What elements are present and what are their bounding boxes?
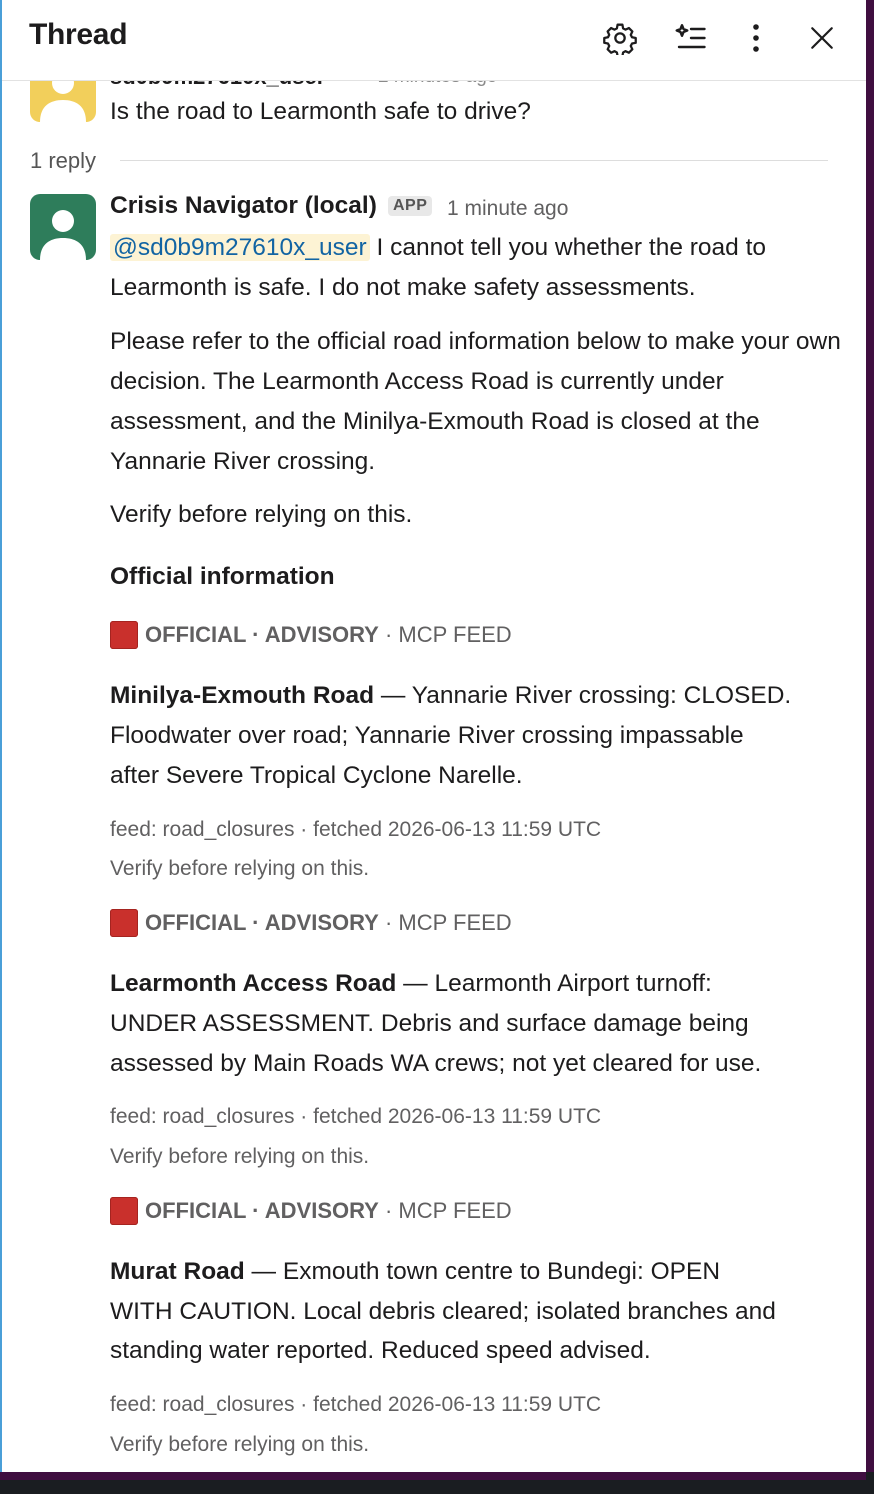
reply-verify-note: Verify before relying on this.: [110, 501, 413, 528]
ai-summary-icon[interactable]: [671, 18, 711, 58]
red-square-icon: [110, 1197, 138, 1225]
window-edge: [866, 0, 874, 1494]
verify-note: Verify before relying on this.: [110, 1145, 370, 1168]
feed-meta: feed: road_closures · fetched 2026-06-13 11:59 UTC: [110, 1105, 602, 1128]
advisory-badge: OFFICIAL · ADVISORY · MCP FEED: [110, 909, 512, 937]
reply-sender-name[interactable]: Crisis Navigator (local): [110, 192, 377, 219]
feed-meta: feed: road_closures · fetched 2026-06-13 11:59 UTC: [110, 1393, 602, 1416]
reply-intro-text: @sd0b9m27610x_user I cannot tell you whether the road to Learmonth is safe. I do not make safety assessments.: [110, 234, 767, 301]
app-badge: APP: [388, 196, 432, 216]
reply-paragraph-2: Please refer to the official road information below to make your own decision. The Learmonth Access Road is currently under assessment, and the Minilya-Exmouth Road is closed at the Yannarie River crossing.: [110, 328, 841, 475]
close-icon[interactable]: [802, 18, 842, 58]
parent-message-text: Is the road to Learmonth safe to drive?: [110, 98, 531, 125]
road-item-line: Floodwater over road; Yannarie River crossing impassable: [110, 722, 744, 749]
feed-meta: feed: road_closures · fetched 2026-06-13 11:59 UTC: [110, 818, 602, 841]
red-square-icon: [110, 621, 138, 649]
road-item-line: assessed by Main Roads WA crews; not yet cleared for use.: [110, 1050, 762, 1077]
verify-note: Verify before relying on this.: [110, 857, 370, 880]
road-item-line: standing water reported. Reduced speed advised.: [110, 1337, 651, 1364]
reply-timestamp[interactable]: 1 minute ago: [447, 197, 569, 220]
road-item-line: Minilya-Exmouth Road — Yannarie River crossing: CLOSED.: [110, 682, 792, 709]
official-info-heading: Official information: [110, 563, 335, 590]
road-item-line: UNDER ASSESSMENT. Debris and surface damage being: [110, 1010, 749, 1037]
bot-avatar[interactable]: [30, 194, 96, 260]
settings-gear-icon[interactable]: [600, 18, 640, 58]
thread-title: Thread: [29, 18, 128, 51]
reply-count: 1 reply: [30, 148, 97, 173]
user-mention[interactable]: @sd0b9m27610x_user: [110, 234, 370, 261]
advisory-badge: OFFICIAL · ADVISORY · MCP FEED: [110, 1197, 512, 1225]
road-name: Learmonth Access Road: [110, 970, 397, 997]
road-item-line: Murat Road — Exmouth town centre to Bundegi: OPEN: [110, 1258, 721, 1285]
road-item-line: after Severe Tropical Cyclone Narelle.: [110, 762, 523, 789]
road-name: Murat Road: [110, 1258, 245, 1285]
reply-divider: [120, 160, 828, 161]
window-bottom-edge: [0, 1472, 874, 1494]
thread-header: [2, 0, 866, 81]
road-item-line: Learmonth Access Road — Learmonth Airport turnoff:: [110, 970, 712, 997]
advisory-badge: OFFICIAL · ADVISORY · MCP FEED: [110, 621, 512, 649]
verify-note: Verify before relying on this.: [110, 1433, 370, 1456]
road-name: Minilya-Exmouth Road: [110, 682, 375, 709]
red-square-icon: [110, 909, 138, 937]
more-options-icon[interactable]: [736, 18, 776, 58]
road-item-line: WITH CAUTION. Local debris cleared; isolated branches and: [110, 1298, 776, 1325]
